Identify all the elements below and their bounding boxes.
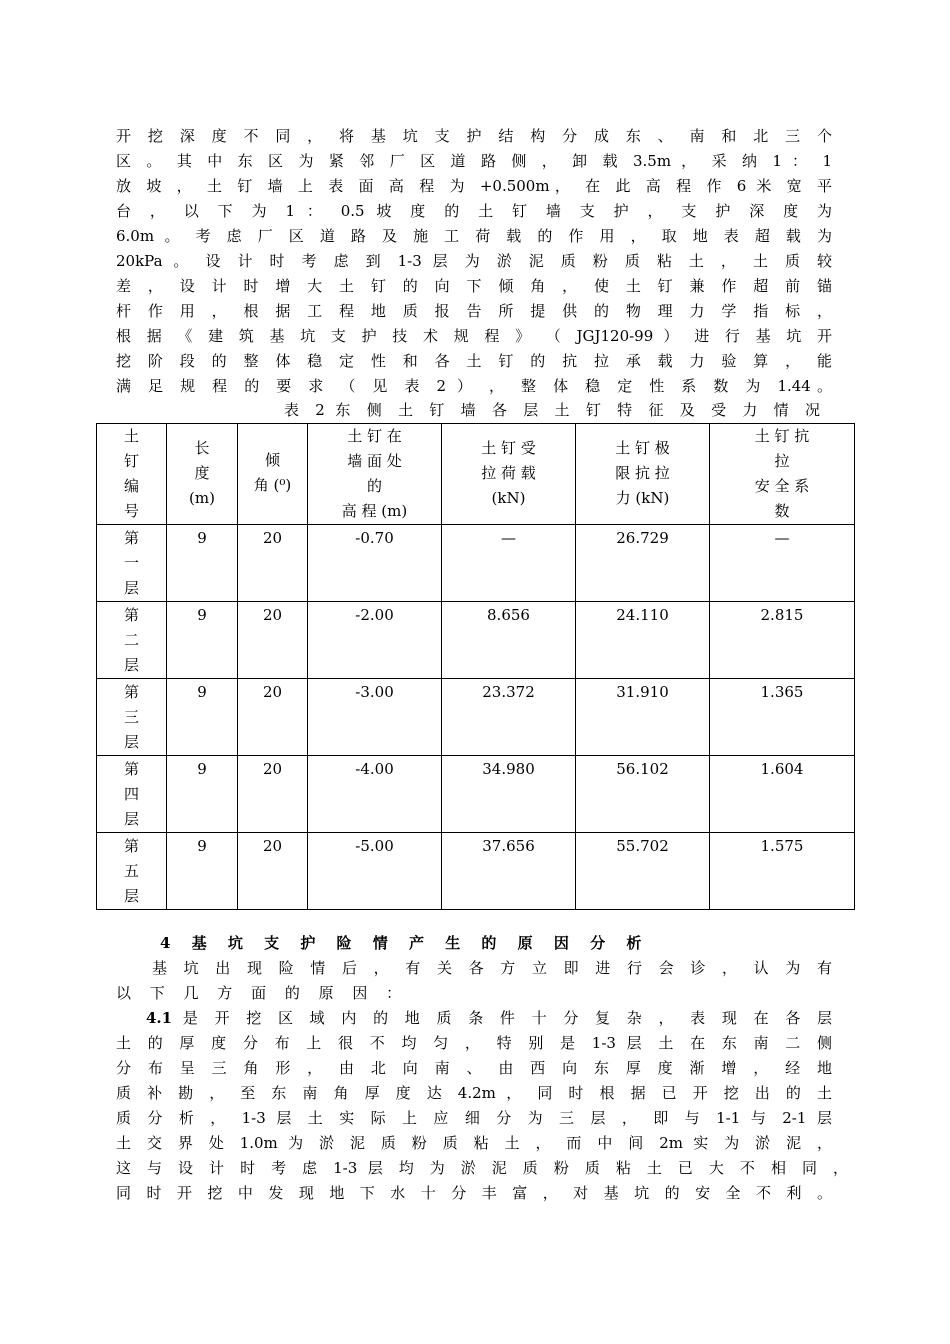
text-line: 台 ， 以 下 为 1 ： 0.5 坡 度 的 土 钉 墙 支 护 ， 支 护 深 度 为	[116, 202, 832, 220]
cell-safety: 1.575	[710, 833, 855, 910]
cell-ultimate: 56.102	[576, 756, 710, 833]
cell-angle: 20	[238, 602, 308, 679]
text-line: 土 交 界 处 1.0m 为 淤 泥 质 粉 质 粘 土 ， 而 中 间 2m 实 为 淤 泥 ，	[116, 1134, 832, 1152]
soil-nail-table	[96, 423, 855, 910]
cell-length: 9	[167, 679, 238, 756]
text-line: 同 时 开 挖 中 发 现 地 下 水 十 分 丰 富 ， 对 基 坑 的 安 全 不 利 。	[116, 1184, 832, 1202]
cell-safety: 2.815	[710, 602, 855, 679]
table-row	[97, 833, 855, 910]
cell-layer: 第二层	[97, 602, 167, 679]
text-line: 开 挖 深 度 不 同 ， 将 基 坑 支 护 结 构 分 成 东 、 南 和 北 三 个	[116, 127, 832, 145]
cell-length: 9	[167, 756, 238, 833]
cell-ultimate: 24.110	[576, 602, 710, 679]
text-line: 基 坑 出 现 险 情 后 ， 有 关 各 方 立 即 进 行 会 诊 ， 认 为 有	[146, 959, 832, 977]
cell-load: 23.372	[442, 679, 576, 756]
cell-ultimate: 26.729	[576, 525, 710, 602]
cell-load: 37.656	[442, 833, 576, 910]
text-line: 满 足 规 程 的 要 求 （ 见 表 2 ） ， 整 体 稳 定 性 系 数 为 1.44。	[116, 377, 832, 395]
cell-elevation: -0.70	[308, 525, 442, 602]
cell-layer: 第五层	[97, 833, 167, 910]
cell-elevation: -3.00	[308, 679, 442, 756]
header-tension-load: 土 钉 受 拉 荷 载 (kN)	[442, 424, 576, 525]
cell-safety: 1.604	[710, 756, 855, 833]
header-elevation: 土 钉 在 墙 面 处 的 高 程 (m)	[308, 424, 442, 525]
table-row	[97, 756, 855, 833]
cell-ultimate: 55.702	[576, 833, 710, 910]
item-number: 4.1	[146, 1009, 173, 1027]
text-line: 这 与 设 计 时 考 虑 1-3 层 均 为 淤 泥 质 粉 质 粘 土 已 大 不 相 同 ，	[116, 1159, 848, 1177]
cell-load: —	[442, 525, 576, 602]
table-header-row	[97, 424, 855, 525]
cell-layer: 第四层	[97, 756, 167, 833]
cell-angle: 20	[238, 525, 308, 602]
text-line: 4.1 是 开 挖 区 域 内 的 地 质 条 件 十 分 复 杂 ， 表 现 在 各 层	[146, 1009, 832, 1027]
header-ultimate-resistance: 土 钉 极 限 抗 拉 力 (kN)	[576, 424, 710, 525]
text-line: 20kPa 。 设 计 时 考 虑 到 1-3 层 为 淤 泥 质 粉 质 粘 土 ， 土 质 较	[116, 252, 832, 270]
cell-load: 8.656	[442, 602, 576, 679]
cell-layer: 第一层	[97, 525, 167, 602]
body-paragraph-2	[116, 956, 848, 1206]
cell-safety: 1.365	[710, 679, 855, 756]
text-line: 放 坡 ， 土 钉 墙 上 表 面 高 程 为 +0.500m， 在 此 高 程 作 6 米 宽 平	[116, 177, 832, 195]
header-length: 长 度 (m)	[167, 424, 238, 525]
text-line: 6.0m 。 考 虑 厂 区 道 路 及 施 工 荷 载 的 作 用 ， 取 地 表 超 载 为	[116, 227, 832, 245]
cell-angle: 20	[238, 833, 308, 910]
table-row	[97, 525, 855, 602]
text-line: 挖 阶 段 的 整 体 稳 定 性 和 各 土 钉 的 抗 拉 承 载 力 验 算 ， 能	[116, 352, 832, 370]
text-line: 分 布 呈 三 角 形 ， 由 北 向 南 、 由 西 向 东 厚 度 渐 增 ， 经 地	[116, 1059, 832, 1077]
section-heading: 4 基 坑 支 护 险 情 产 生 的 原 因 分 析	[160, 934, 650, 952]
cell-length: 9	[167, 833, 238, 910]
cell-length: 9	[167, 602, 238, 679]
text-line: 杆 作 用 ， 根 据 工 程 地 质 报 告 所 提 供 的 物 理 力 学 指 标 ，	[116, 302, 832, 320]
cell-ultimate: 31.910	[576, 679, 710, 756]
text-line: 质 补 勘 ， 至 东 南 角 厚 度 达 4.2m ， 同 时 根 据 已 开 挖 出 的 土	[116, 1084, 832, 1102]
header-safety-factor: 土 钉 抗 拉 安 全 系 数	[710, 424, 855, 525]
cell-load: 34.980	[442, 756, 576, 833]
header-angle: 倾 角 (⁰)	[238, 424, 308, 525]
text-line: 质 分 析 ， 1-3 层 土 实 际 上 应 细 分 为 三 层 ， 即 与 1-1 与 2-1 层	[116, 1109, 832, 1127]
cell-elevation: -4.00	[308, 756, 442, 833]
cell-layer: 第三层	[97, 679, 167, 756]
cell-elevation: -5.00	[308, 833, 442, 910]
header-nail-number: 土钉编号	[97, 424, 167, 525]
body-paragraph-1	[116, 124, 832, 399]
cell-angle: 20	[238, 679, 308, 756]
text-line: 差 ， 设 计 时 增 大 土 钉 的 向 下 倾 角 ， 使 土 钉 兼 作 超 前 锚	[116, 277, 832, 295]
text-line: 区 。 其 中 东 区 为 紧 邻 厂 区 道 路 侧 ， 卸 载 3.5m ， 采 纳 1 ： 1	[116, 152, 832, 170]
cell-safety: —	[710, 525, 855, 602]
cell-length: 9	[167, 525, 238, 602]
table-row	[97, 602, 855, 679]
text-line: 土 的 厚 度 分 布 上 很 不 均 匀 ， 特 别 是 1-3 层 土 在 东 南 二 侧	[116, 1034, 832, 1052]
table-caption: 表 2 东 侧 土 钉 墙 各 层 土 钉 特 征 及 受 力 情 况	[284, 401, 820, 419]
cell-angle: 20	[238, 756, 308, 833]
cell-elevation: -2.00	[308, 602, 442, 679]
text-line: 以 下 几 方 面 的 原 因 ：	[116, 984, 409, 1002]
table-row	[97, 679, 855, 756]
text-line: 根 据 《 建 筑 基 坑 支 护 技 术 规 程 》 （ JGJ120-99 ） 进 行 基 坑 开	[116, 327, 832, 345]
